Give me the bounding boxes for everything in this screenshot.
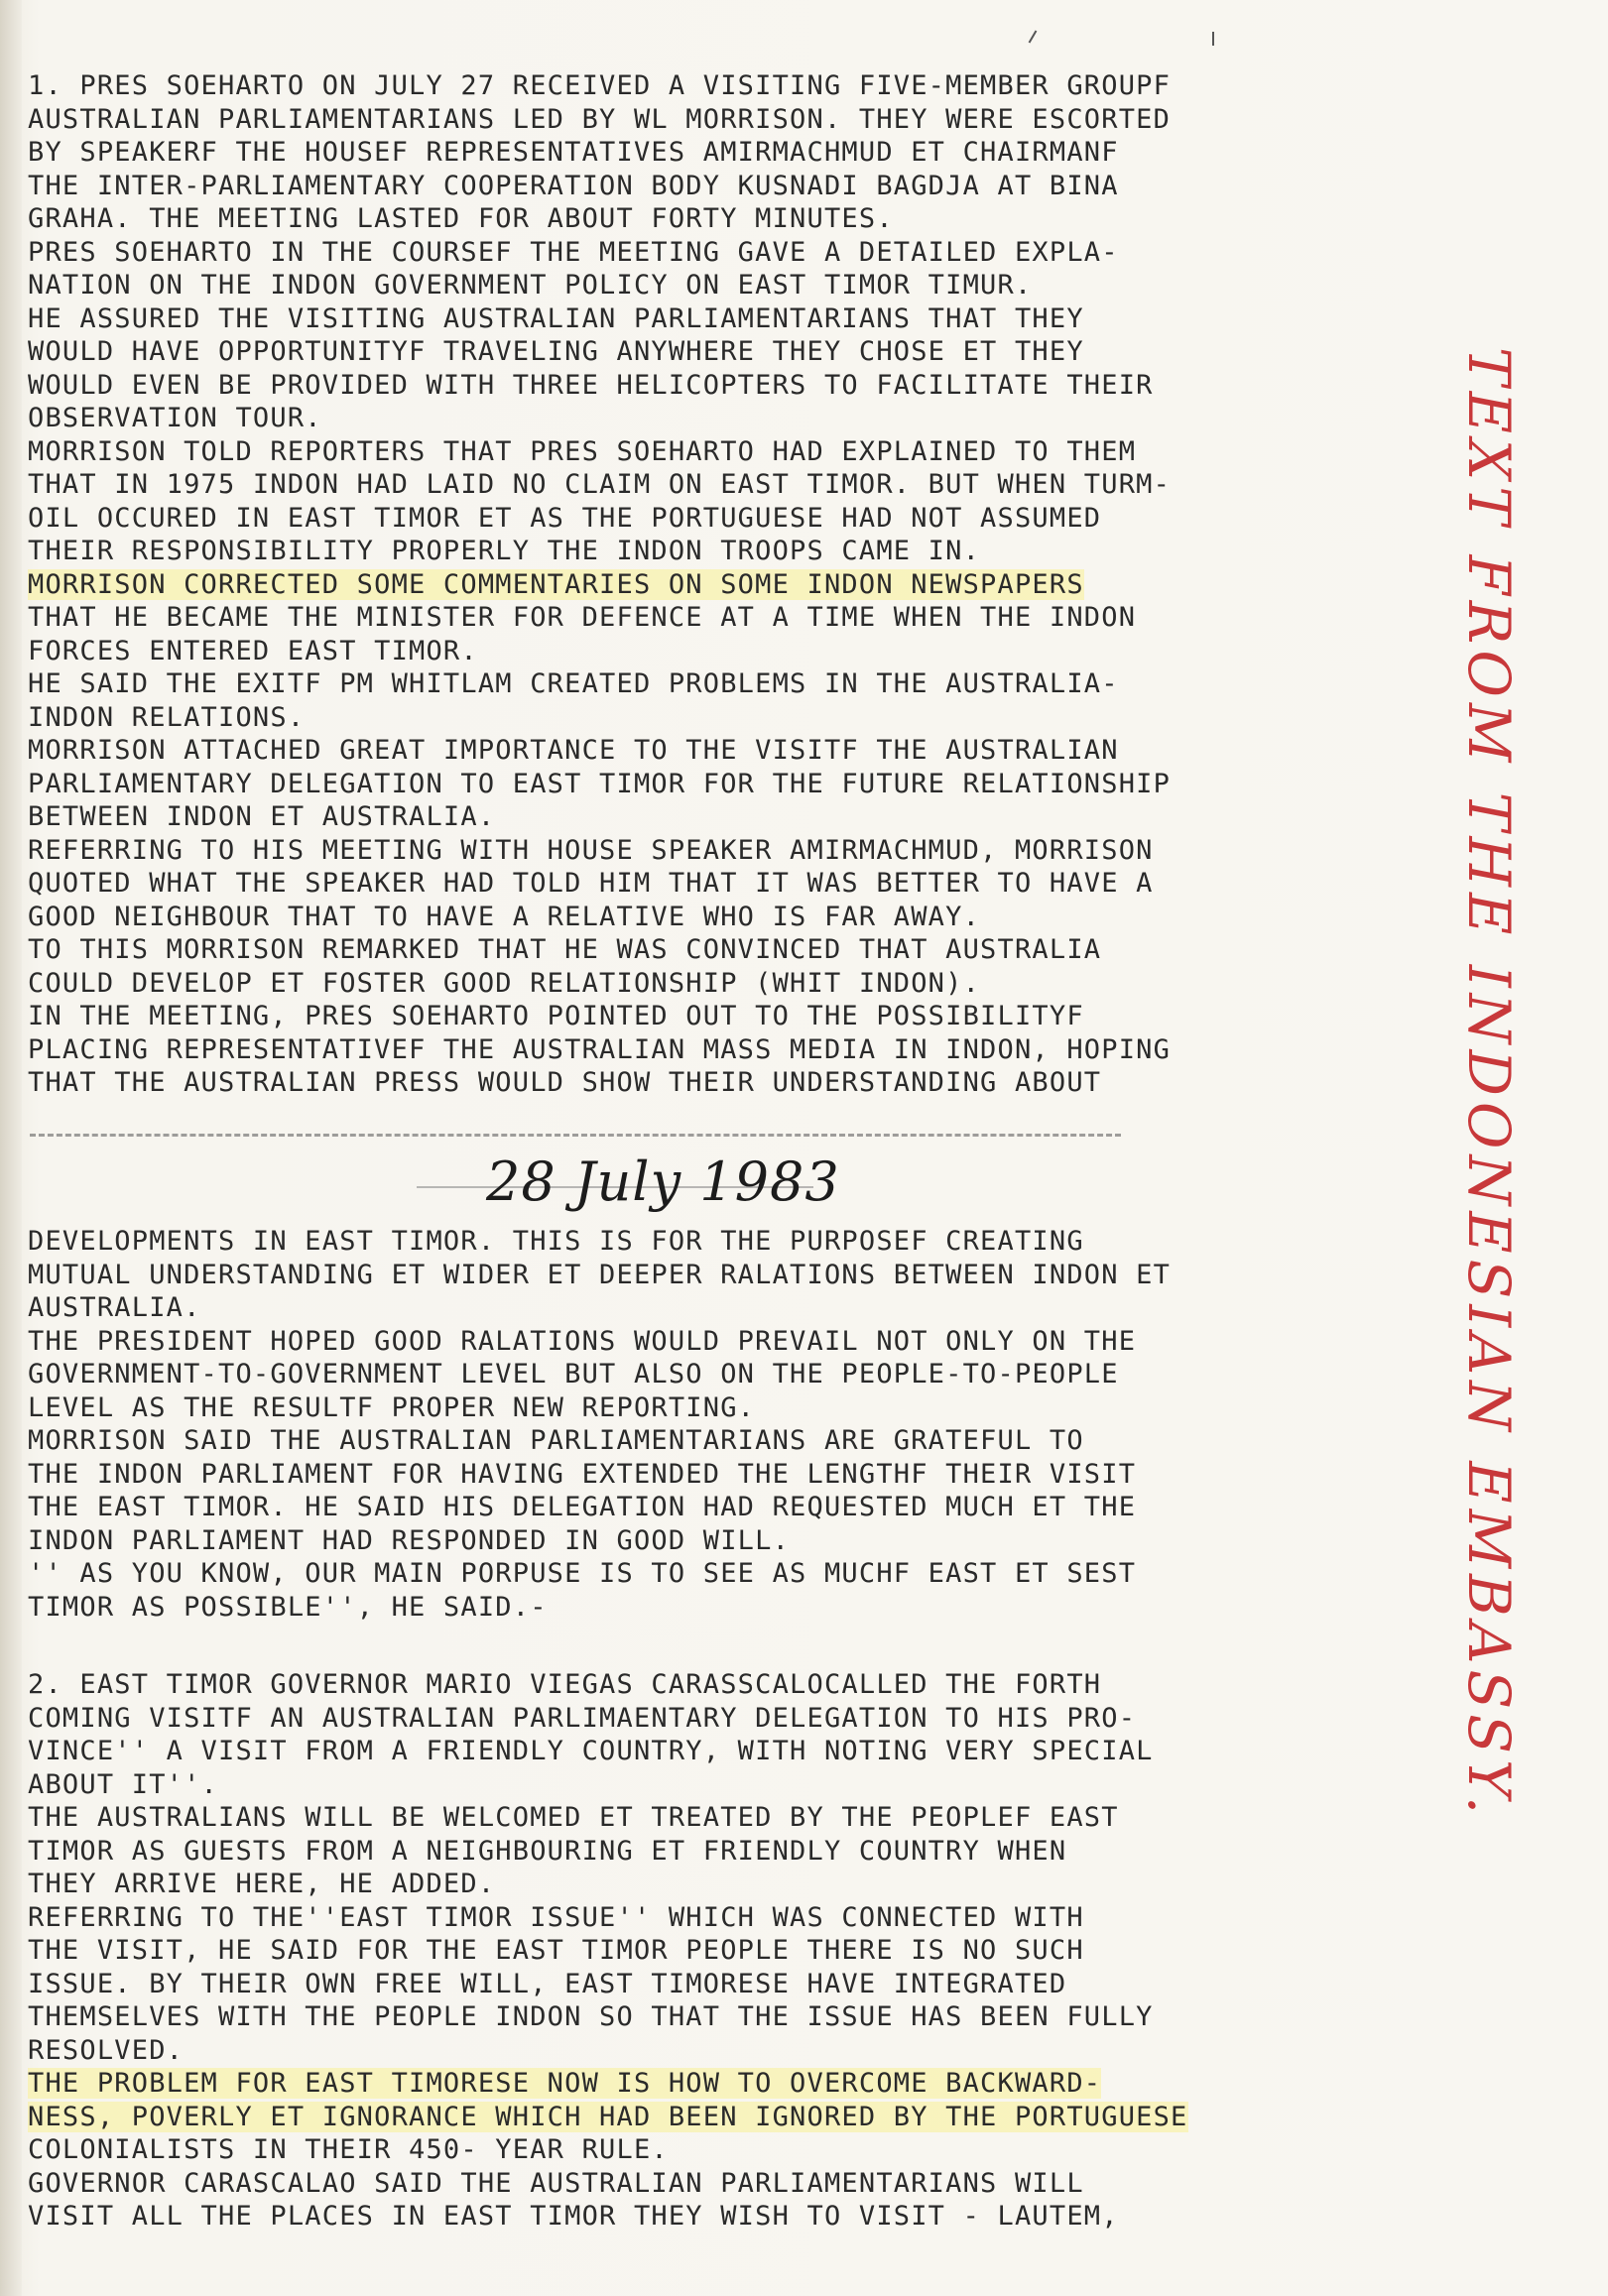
telex-line: INDON PARLIAMENT HAD RESPONDED IN GOOD WILL. (28, 1524, 791, 1556)
telex-line: BETWEEN INDON ET AUSTRALIA. (28, 801, 496, 832)
telex-line: OBSERVATION TOUR. (28, 403, 322, 433)
telex-line: MORRISON TOLD REPORTERS THAT PRES SOEHARTO HAD EXPLAINED TO THEM (28, 435, 1137, 467)
telex-line: TO THIS MORRISON REMARKED THAT HE WAS CONVINCED THAT AUSTRALIA (28, 934, 1102, 965)
telex-line: NATION ON THE INDON GOVERNMENT POLICY ON EAST TIMOR TIMUR. (28, 270, 1033, 301)
telex-line: THE VISIT, HE SAID FOR THE EAST TIMOR PEOPLE THERE IS NO SUCH (28, 1935, 1084, 1966)
telex-line: BY SPEAKERF THE HOUSEF REPRESENTATIVES AMIRMACHMUD ET CHAIRMANF (28, 137, 1119, 168)
telex-line: THE AUSTRALIANS WILL BE WELCOMED ET TREATED BY THE PEOPLEF EAST (28, 1802, 1119, 1833)
scan-mark (1029, 30, 1038, 43)
telex-line: COMING VISITF AN AUSTRALIAN PARLIMAENTARY DELEGATION TO HIS PRO- (28, 1702, 1137, 1734)
telex-line: MUTUAL UNDERSTANDING ET WIDER ET DEEPER RALATIONS BETWEEN INDON ET (28, 1259, 1172, 1290)
telex-line: COLONIALISTS IN THEIR 450- YEAR RULE. (28, 2134, 669, 2165)
telex-line: GOVERNMENT-TO-GOVERNMENT LEVEL BUT ALSO ON THE PEOPLE-TO-PEOPLE (28, 1359, 1119, 1390)
telex-line: QUOTED WHAT THE SPEAKER HAD TOLD HIM THAT IT WAS BETTER TO HAVE A (28, 868, 1154, 899)
handwritten-date: 28 July 1983 (486, 1150, 840, 1213)
telex-line: PRES SOEHARTO IN THE COURSEF THE MEETING GAVE A DETAILED EXPLA- (28, 236, 1119, 268)
telex-line: HE SAID THE EXITF PM WHITLAM CREATED PROBLEMS IN THE AUSTRALIA- (28, 668, 1119, 699)
telex-line: THEY ARRIVE HERE, HE ADDED. (28, 1869, 496, 1899)
telex-line: MORRISON SAID THE AUSTRALIAN PARLIAMENTARIANS ARE GRATEFUL TO (28, 1425, 1084, 1456)
telex-line: FORCES ENTERED EAST TIMOR. (28, 635, 478, 666)
telex-line: OIL OCCURED IN EAST TIMOR ET AS THE PORTUGUESE HAD NOT ASSUMED (28, 502, 1102, 534)
telex-line: IN THE MEETING, PRES SOEHARTO POINTED OUT TO THE POSSIBILITYF (28, 1001, 1084, 1031)
telex-line: GRAHA. THE MEETING LASTED FOR ABOUT FORTY MINUTES. (28, 203, 894, 234)
telex-line: NESS, POVERLY ET IGNORANCE WHICH HAD BEEN IGNORED BY THE PORTUGUESE (28, 2101, 1188, 2132)
telex-line: REFERRING TO HIS MEETING WITH HOUSE SPEAKER AMIRMACHMUD, MORRISON (28, 834, 1154, 866)
page-break-line (30, 1134, 1121, 1141)
telex-item-2 (28, 1668, 1397, 2234)
telex-item-1-part-2 (28, 1225, 1397, 1624)
telex-line: THE PROBLEM FOR EAST TIMORESE NOW IS HOW TO OVERCOME BACKWARD- (28, 2068, 1102, 2099)
scan-mark (1212, 32, 1214, 46)
telex-line: THE INTER-PARLIAMENTARY COOPERATION BODY KUSNADI BAGDJA AT BINA (28, 170, 1119, 201)
telex-line: VINCE'' A VISIT FROM A FRIENDLY COUNTRY, WITH NOTING VERY SPECIAL (28, 1736, 1154, 1766)
telex-line: THE EAST TIMOR. HE SAID HIS DELEGATION HAD REQUESTED MUCH ET THE (28, 1492, 1137, 1522)
telex-item-1-part-1 (28, 69, 1397, 1100)
telex-line: THE PRESIDENT HOPED GOOD RALATIONS WOULD PREVAIL NOT ONLY ON THE (28, 1325, 1137, 1357)
telex-line: VISIT ALL THE PLACES IN EAST TIMOR THEY WISH TO VISIT - LAUTEM, (28, 2201, 1119, 2232)
telex-line: ABOUT IT''. (28, 1768, 219, 1800)
telex-line: THE INDON PARLIAMENT FOR HAVING EXTENDED THE LENGTHF THEIR VISIT (28, 1458, 1137, 1490)
telex-line: PARLIAMENTARY DELEGATION TO EAST TIMOR FOR THE FUTURE RELATIONSHIP (28, 768, 1172, 799)
telex-line: RESOLVED. (28, 2034, 185, 2066)
telex-line: PLACING REPRESENTATIVEF THE AUSTRALIAN MASS MEDIA IN INDON, HOPING (28, 1033, 1172, 1065)
telex-line: TIMOR AS POSSIBLE'', HE SAID.- (28, 1591, 548, 1623)
telex-line: LEVEL AS THE RESULTF PROPER NEW REPORTING. (28, 1391, 756, 1423)
telex-line: AUSTRALIAN PARLIAMENTARIANS LED BY WL MORRISON. THEY WERE ESCORTED (28, 103, 1172, 135)
telex-line: '' AS YOU KNOW, OUR MAIN PORPUSE IS TO SEE AS MUCHF EAST ET SEST (28, 1558, 1137, 1589)
telex-line: THAT IN 1975 INDON HAD LAID NO CLAIM ON EAST TIMOR. BUT WHEN TURM- (28, 469, 1172, 500)
telex-line: INDON RELATIONS. (28, 701, 306, 733)
telex-line: GOVERNOR CARASCALAO SAID THE AUSTRALIAN PARLIAMENTARIANS WILL (28, 2167, 1084, 2199)
telex-line: MORRISON CORRECTED SOME COMMENTARIES ON SOME INDON NEWSPAPERS (28, 568, 1084, 600)
telex-line: MORRISON ATTACHED GREAT IMPORTANCE TO THE VISITF THE AUSTRALIAN (28, 735, 1119, 766)
handwritten-margin-note: TEXT FROM THE INDONESIAN EMBASSY. (1455, 347, 1523, 1821)
telex-line: REFERRING TO THE''EAST TIMOR ISSUE'' WHICH WAS CONNECTED WITH (28, 1901, 1084, 1933)
telex-line: AUSTRALIA. (28, 1292, 201, 1323)
telex-line: TIMOR AS GUESTS FROM A NEIGHBOURING ET FRIENDLY COUNTRY WHEN (28, 1835, 1067, 1867)
telex-line: DEVELOPMENTS IN EAST TIMOR. THIS IS FOR THE PURPOSEF CREATING (28, 1226, 1084, 1257)
telex-line: ISSUE. BY THEIR OWN FREE WILL, EAST TIMORESE HAVE INTEGRATED (28, 1968, 1067, 1999)
telex-line: COULD DEVELOP ET FOSTER GOOD RELATIONSHIP (WHIT INDON). (28, 967, 981, 999)
telex-line: WOULD HAVE OPPORTUNITYF TRAVELING ANYWHERE THEY CHOSE ET THEY (28, 336, 1084, 367)
telex-line: THEMSELVES WITH THE PEOPLE INDON SO THAT THE ISSUE HAS BEEN FULLY (28, 2001, 1154, 2032)
telex-line: HE ASSURED THE VISITING AUSTRALIAN PARLIAMENTARIANS THAT THEY (28, 302, 1084, 334)
telex-line: GOOD NEIGHBOUR THAT TO HAVE A RELATIVE WHO IS FAR AWAY. (28, 901, 981, 932)
telex-line: THEIR RESPONSIBILITY PROPERLY THE INDON TROOPS CAME IN. (28, 536, 981, 566)
telex-line: THAT HE BECAME THE MINISTER FOR DEFENCE AT A TIME WHEN THE INDON (28, 602, 1137, 633)
telex-line: THAT THE AUSTRALIAN PRESS WOULD SHOW THEIR UNDERSTANDING ABOUT (28, 1067, 1102, 1098)
page-left-edge (0, 0, 22, 2296)
telex-line: WOULD EVEN BE PROVIDED WITH THREE HELICOPTERS TO FACILITATE THEIR (28, 369, 1154, 401)
telex-line: 1. PRES SOEHARTO ON JULY 27 RECEIVED A VISITING FIVE-MEMBER GROUPF (28, 70, 1172, 101)
telex-line: 2. EAST TIMOR GOVERNOR MARIO VIEGAS CARASSCALOCALLED THE FORTH (28, 1669, 1102, 1700)
